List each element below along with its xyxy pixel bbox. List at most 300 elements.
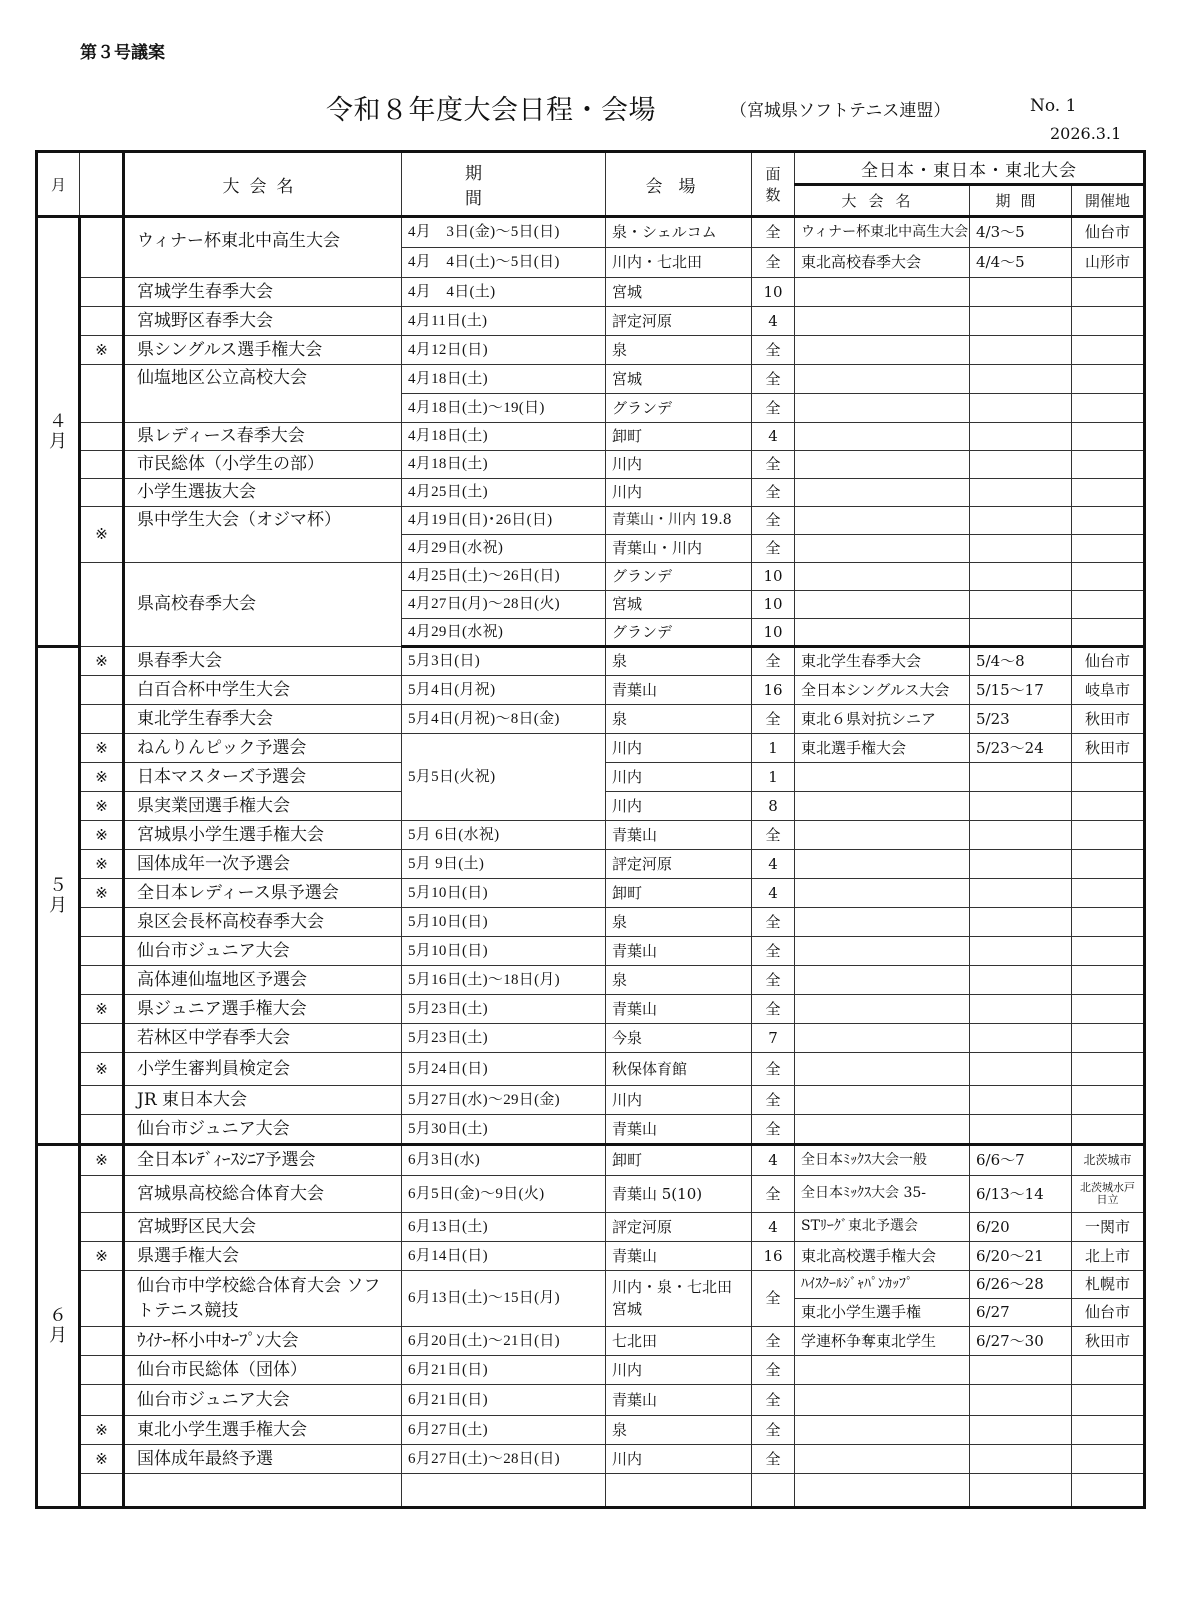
table-row [37, 850, 1145, 879]
court-count: 全 [752, 1445, 795, 1474]
event-venue: 宮城 [606, 365, 752, 394]
national-event-period [970, 507, 1072, 535]
national-event-period [970, 908, 1072, 937]
table-row [37, 995, 1145, 1024]
table-row [37, 278, 1145, 307]
event-period [402, 1474, 606, 1508]
national-event-place: 秋田市 [1072, 1327, 1145, 1356]
event-name: 市民総体（小学生の部） [124, 451, 402, 479]
table-row [37, 966, 1145, 995]
national-event-name: ﾊｲｽｸｰﾙｼﾞｬﾊﾟﾝｶｯﾌﾟ [795, 1271, 970, 1299]
national-event-period: 6/13～14 [970, 1176, 1072, 1213]
event-venue: 今泉 [606, 1024, 752, 1053]
month-cell: ４月 [37, 217, 80, 647]
event-venue: 泉 [606, 705, 752, 734]
event-name: 宮城県小学生選手権大会 [124, 821, 402, 850]
national-event-name: 全日本ﾐｯｸｽ大会一般 [795, 1145, 970, 1176]
national-event-place [1072, 591, 1145, 619]
mark-cell: ※ [80, 507, 124, 563]
national-event-place [1072, 451, 1145, 479]
national-event-period [970, 821, 1072, 850]
event-name: 仙塩地区公立高校大会 [124, 365, 402, 423]
court-count: 全 [752, 535, 795, 563]
table-row [37, 676, 1145, 705]
national-event-period [970, 966, 1072, 995]
national-event-name [795, 908, 970, 937]
event-period: 6月27日(土) [402, 1416, 606, 1445]
mark-cell [80, 307, 124, 336]
national-event-period [970, 336, 1072, 365]
national-event-place: 札幌市 [1072, 1271, 1145, 1299]
event-period: 4月18日(土) [402, 423, 606, 451]
table-row [37, 1053, 1145, 1086]
table-row [37, 879, 1145, 908]
national-event-period: 6/20 [970, 1213, 1072, 1242]
event-name: 白百合杯中学生大会 [124, 676, 402, 705]
event-name: 仙台市ジュニア大会 [124, 1385, 402, 1416]
agenda-label: 第３号議案 [80, 43, 165, 63]
national-event-period: 5/4～8 [970, 647, 1072, 676]
court-count: 全 [752, 1115, 795, 1145]
event-name: 宮城野区民大会 [124, 1213, 402, 1242]
national-event-name [795, 763, 970, 792]
national-event-place [1072, 792, 1145, 821]
national-event-period [970, 995, 1072, 1024]
national-event-place: 秋田市 [1072, 705, 1145, 734]
national-event-name [795, 966, 970, 995]
table-row [37, 1176, 1145, 1213]
national-event-period [970, 278, 1072, 307]
event-venue: 泉 [606, 966, 752, 995]
event-venue: 卸町 [606, 879, 752, 908]
schedule-table [35, 150, 1146, 1509]
court-count: 全 [752, 1176, 795, 1213]
mark-cell: ※ [80, 821, 124, 850]
court-count: 7 [752, 1024, 795, 1053]
national-event-place [1072, 966, 1145, 995]
court-count: 4 [752, 423, 795, 451]
court-count: 全 [752, 1327, 795, 1356]
court-count: 1 [752, 734, 795, 763]
national-event-period [970, 591, 1072, 619]
event-period: 6月20日(土)～21日(日) [402, 1327, 606, 1356]
court-count: 全 [752, 647, 795, 676]
national-event-place [1072, 763, 1145, 792]
event-period: 4月19日(日)･26日(日) [402, 507, 606, 535]
national-event-place [1072, 1445, 1145, 1474]
mark-cell [80, 937, 124, 966]
event-period: 4月18日(土) [402, 365, 606, 394]
event-name: 小学生選抜大会 [124, 479, 402, 507]
header-nat-name: 大会名 [795, 185, 970, 217]
court-count: 全 [752, 705, 795, 734]
court-count: 全 [752, 248, 795, 278]
document-date: 2026.3.1 [1050, 124, 1122, 143]
court-count [752, 1474, 795, 1508]
national-event-period [970, 563, 1072, 591]
event-period: 6月5日(金)～9日(火) [402, 1176, 606, 1213]
national-event-name [795, 1115, 970, 1145]
national-event-name: 学連杯争奪東北学生 [795, 1327, 970, 1356]
national-event-period: 5/23 [970, 705, 1072, 734]
national-event-period [970, 763, 1072, 792]
court-count: 全 [752, 394, 795, 423]
event-name: 国体成年一次予選会 [124, 850, 402, 879]
national-event-name: STﾘｰｸﾞ東北予選会 [795, 1213, 970, 1242]
header-month: 月 [37, 152, 80, 217]
event-name: 仙台市民総体（団体） [124, 1356, 402, 1385]
event-period: 5月10日(日) [402, 879, 606, 908]
event-period: 5月10日(日) [402, 908, 606, 937]
event-venue: 川内 [606, 1086, 752, 1115]
national-event-period [970, 307, 1072, 336]
mark-cell [80, 1385, 124, 1416]
table-row [37, 507, 1145, 535]
table-row [37, 1145, 1145, 1176]
event-name: 県シングルス選手権大会 [124, 336, 402, 365]
schedule-body [37, 217, 1145, 1508]
mark-cell [80, 217, 124, 278]
national-event-period: 6/27 [970, 1299, 1072, 1327]
table-row [37, 1327, 1145, 1356]
event-period: 5月24日(日) [402, 1053, 606, 1086]
national-event-period [970, 879, 1072, 908]
national-event-place [1072, 619, 1145, 647]
court-count: 全 [752, 1053, 795, 1086]
event-name: 宮城野区春季大会 [124, 307, 402, 336]
event-venue: 泉・シェルコム [606, 217, 752, 248]
court-count: 全 [752, 451, 795, 479]
national-event-period: 6/6～7 [970, 1145, 1072, 1176]
national-event-period: 4/4～5 [970, 248, 1072, 278]
national-event-name: 全日本ﾐｯｸｽ大会 35- [795, 1176, 970, 1213]
mark-cell [80, 1176, 124, 1213]
table-row [37, 1416, 1145, 1445]
table-row [37, 937, 1145, 966]
court-count: 4 [752, 307, 795, 336]
mark-cell [80, 1474, 124, 1508]
national-event-place [1072, 365, 1145, 394]
national-event-name [795, 535, 970, 563]
court-count: 全 [752, 217, 795, 248]
event-name: 県中学生大会（オジマ杯） [124, 507, 402, 563]
event-period: 6月21日(日) [402, 1385, 606, 1416]
national-event-place [1072, 908, 1145, 937]
national-event-name [795, 1024, 970, 1053]
header-row-1 [37, 152, 1145, 185]
table-row [37, 734, 1145, 763]
event-name: 県ジュニア選手権大会 [124, 995, 402, 1024]
event-venue: 評定河原 [606, 1213, 752, 1242]
mark-cell [80, 423, 124, 451]
national-event-name [795, 365, 970, 394]
event-name: 仙台市ジュニア大会 [124, 937, 402, 966]
event-name: 日本マスターズ予選会 [124, 763, 402, 792]
court-count: 10 [752, 591, 795, 619]
national-event-period [970, 1445, 1072, 1474]
court-count: 8 [752, 792, 795, 821]
event-venue: 青葉山・川内 19.8 [606, 507, 752, 535]
national-event-place [1072, 535, 1145, 563]
event-venue: 卸町 [606, 1145, 752, 1176]
header-venue: 会場 [606, 152, 752, 217]
event-name: 東北小学生選手権大会 [124, 1416, 402, 1445]
national-event-name [795, 278, 970, 307]
national-event-name [795, 1086, 970, 1115]
event-period: 5月3日(日) [402, 647, 606, 676]
table-row [37, 1213, 1145, 1242]
event-venue: 川内・泉・七北田 宮城 [606, 1271, 752, 1327]
event-venue: 川内 [606, 1445, 752, 1474]
month-cell: ６月 [37, 1145, 80, 1508]
event-name: 東北学生春季大会 [124, 705, 402, 734]
national-event-place [1072, 394, 1145, 423]
event-period: 4月 4日(土)～5日(日) [402, 248, 606, 278]
mark-cell [80, 563, 124, 647]
national-event-place: 山形市 [1072, 248, 1145, 278]
mark-cell: ※ [80, 792, 124, 821]
event-name: 小学生審判員検定会 [124, 1053, 402, 1086]
national-event-name [795, 394, 970, 423]
event-name: 若林区中学春季大会 [124, 1024, 402, 1053]
event-venue [606, 1474, 752, 1508]
table-row [37, 365, 1145, 394]
event-venue: 宮城 [606, 591, 752, 619]
event-venue: 七北田 [606, 1327, 752, 1356]
national-event-place [1072, 479, 1145, 507]
header-period: 期 間 [402, 152, 606, 217]
event-name: 国体成年最終予選 [124, 1445, 402, 1474]
national-event-period [970, 850, 1072, 879]
event-period: 4月18日(土) [402, 451, 606, 479]
national-event-name [795, 591, 970, 619]
table-row [37, 217, 1145, 248]
event-venue: 評定河原 [606, 307, 752, 336]
mark-cell: ※ [80, 647, 124, 676]
national-event-period: 4/3～5 [970, 217, 1072, 248]
event-period: 4月18日(土)～19(日) [402, 394, 606, 423]
mark-cell: ※ [80, 734, 124, 763]
event-venue: 青葉山 [606, 821, 752, 850]
national-event-period: 6/26～28 [970, 1271, 1072, 1299]
national-event-place: 仙台市 [1072, 217, 1145, 248]
event-venue: 青葉山 [606, 1385, 752, 1416]
event-period: 5月23日(土) [402, 995, 606, 1024]
national-event-period [970, 1416, 1072, 1445]
event-period: 4月29日(水祝) [402, 535, 606, 563]
court-count: 全 [752, 1385, 795, 1416]
mark-cell [80, 1327, 124, 1356]
national-event-place [1072, 336, 1145, 365]
event-name: ねんりんピック予選会 [124, 734, 402, 763]
national-event-name [795, 451, 970, 479]
national-event-name [795, 995, 970, 1024]
mark-cell: ※ [80, 1053, 124, 1086]
national-event-period [970, 451, 1072, 479]
event-name: 県選手権大会 [124, 1242, 402, 1271]
national-event-period [970, 1086, 1072, 1115]
event-period: 6月13日(土)～15日(月) [402, 1271, 606, 1327]
table-row [37, 423, 1145, 451]
national-event-name: 東北選手権大会 [795, 734, 970, 763]
mark-cell [80, 908, 124, 937]
table-row [37, 1356, 1145, 1385]
mark-cell [80, 1024, 124, 1053]
event-venue: 泉 [606, 336, 752, 365]
court-count: 16 [752, 1242, 795, 1271]
court-count: 全 [752, 365, 795, 394]
event-name [124, 1474, 402, 1508]
national-event-place: 秋田市 [1072, 734, 1145, 763]
mark-cell: ※ [80, 763, 124, 792]
national-event-place: 仙台市 [1072, 647, 1145, 676]
national-event-name [795, 307, 970, 336]
national-event-place [1072, 1053, 1145, 1086]
event-venue: グランデ [606, 619, 752, 647]
event-venue: 秋保体育館 [606, 1053, 752, 1086]
national-event-place [1072, 563, 1145, 591]
national-event-place [1072, 1385, 1145, 1416]
mark-cell [80, 705, 124, 734]
event-period: 5月16日(土)～18日(月) [402, 966, 606, 995]
event-venue: グランデ [606, 563, 752, 591]
table-row [37, 1242, 1145, 1271]
national-event-place [1072, 850, 1145, 879]
national-event-period [970, 394, 1072, 423]
national-event-place [1072, 1024, 1145, 1053]
national-event-place [1072, 937, 1145, 966]
event-venue: 青葉山 [606, 995, 752, 1024]
national-event-place: 一関市 [1072, 1213, 1145, 1242]
table-row [37, 1385, 1145, 1416]
event-venue: 泉 [606, 647, 752, 676]
event-venue: 卸町 [606, 423, 752, 451]
national-event-name [795, 1416, 970, 1445]
event-period: 5月4日(月祝)～8日(金) [402, 705, 606, 734]
event-period: 6月27日(土)～28日(日) [402, 1445, 606, 1474]
header-mark [80, 152, 124, 217]
table-row [37, 307, 1145, 336]
court-count: 全 [752, 1356, 795, 1385]
national-event-period [970, 365, 1072, 394]
table-row [37, 1024, 1145, 1053]
table-row [37, 1086, 1145, 1115]
table-row [37, 336, 1145, 365]
header-nat-period: 期間 [970, 185, 1072, 217]
national-event-name: 全日本シングルス大会 [795, 676, 970, 705]
event-name: 県実業団選手権大会 [124, 792, 402, 821]
national-event-place [1072, 278, 1145, 307]
event-venue: 青葉山 5(10) [606, 1176, 752, 1213]
national-event-name: 東北学生春季大会 [795, 647, 970, 676]
table-row [37, 1474, 1145, 1508]
court-count: 全 [752, 1086, 795, 1115]
national-event-name: ウィナー杯東北中高生大会 [795, 217, 970, 248]
event-period: 6月3日(水) [402, 1145, 606, 1176]
national-event-name [795, 563, 970, 591]
event-period: 4月29日(水祝) [402, 619, 606, 647]
national-event-name [795, 619, 970, 647]
event-venue: 泉 [606, 908, 752, 937]
mark-cell [80, 1086, 124, 1115]
national-event-period: 6/27～30 [970, 1327, 1072, 1356]
mark-cell: ※ [80, 995, 124, 1024]
month-cell: ５月 [37, 647, 80, 1145]
mark-cell [80, 451, 124, 479]
mark-cell [80, 1115, 124, 1145]
event-period: 5月 6日(水祝) [402, 821, 606, 850]
court-count: 全 [752, 507, 795, 535]
national-event-period: 5/23～24 [970, 734, 1072, 763]
national-event-name [795, 850, 970, 879]
event-name: 全日本ﾚﾃﾞｨｰｽｼﾆｱ予選会 [124, 1145, 402, 1176]
court-count: 4 [752, 850, 795, 879]
national-event-place [1072, 507, 1145, 535]
national-event-name [795, 1474, 970, 1508]
mark-cell: ※ [80, 850, 124, 879]
table-row [37, 1271, 1145, 1299]
national-event-name [795, 879, 970, 908]
national-event-place: 北茨城水戸日立 [1072, 1176, 1145, 1213]
event-venue: 川内 [606, 792, 752, 821]
event-period: 5月23日(土) [402, 1024, 606, 1053]
mark-cell: ※ [80, 1145, 124, 1176]
national-event-period [970, 535, 1072, 563]
event-period: 4月 3日(金)～5日(日) [402, 217, 606, 248]
event-venue: 青葉山 [606, 676, 752, 705]
header-name: 大会名 [124, 152, 402, 217]
event-period: 4月 4日(土) [402, 278, 606, 307]
national-event-period: 5/15～17 [970, 676, 1072, 705]
mark-cell: ※ [80, 879, 124, 908]
event-name: 高体連仙塩地区予選会 [124, 966, 402, 995]
table-row [37, 451, 1145, 479]
court-count: 全 [752, 479, 795, 507]
national-event-place: 仙台市 [1072, 1299, 1145, 1327]
court-count: 全 [752, 821, 795, 850]
national-event-period: 6/20～21 [970, 1242, 1072, 1271]
national-event-name [795, 423, 970, 451]
event-period: 4月25日(土) [402, 479, 606, 507]
national-event-name [795, 507, 970, 535]
national-event-name [795, 1385, 970, 1416]
court-count: 1 [752, 763, 795, 792]
court-count: 全 [752, 1416, 795, 1445]
event-period: 5月10日(日) [402, 937, 606, 966]
court-count: 10 [752, 619, 795, 647]
event-venue: 川内 [606, 734, 752, 763]
national-event-period [970, 1474, 1072, 1508]
mark-cell [80, 365, 124, 423]
national-event-period [970, 479, 1072, 507]
event-name: 仙台市中学校総合体育大会 ソフトテニス競技 [124, 1271, 402, 1327]
national-event-name [795, 1053, 970, 1086]
national-event-place [1072, 879, 1145, 908]
national-event-name [795, 1445, 970, 1474]
event-venue: 川内 [606, 479, 752, 507]
national-event-name [795, 821, 970, 850]
national-event-name [795, 792, 970, 821]
mark-cell: ※ [80, 1242, 124, 1271]
event-name: 県高校春季大会 [124, 563, 402, 647]
event-venue: 青葉山 [606, 937, 752, 966]
national-event-period [970, 1024, 1072, 1053]
national-event-period [970, 619, 1072, 647]
national-event-period [970, 792, 1072, 821]
national-event-name [795, 937, 970, 966]
national-event-name: 東北高校選手権大会 [795, 1242, 970, 1271]
organization-name: （宮城県ソフトテニス連盟） [730, 101, 951, 121]
